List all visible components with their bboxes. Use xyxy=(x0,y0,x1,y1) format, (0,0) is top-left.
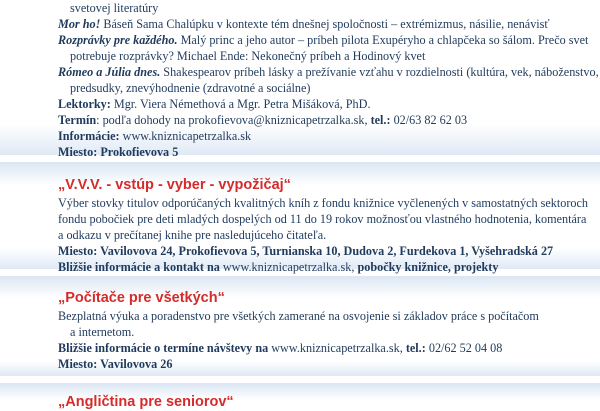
computers-program-section xyxy=(0,276,600,376)
computers-description-line-1: Bezplatná výuka a poradenstvo pre všetkých zamerané na osvojenie si základov práce s počítačom xyxy=(58,309,539,323)
computers-description-line-2: a internetom. xyxy=(70,325,135,339)
english-heading: „Angličtina pre seniorov“ xyxy=(58,394,234,410)
vvv-program-section xyxy=(0,162,600,274)
program-item-rozpravky: Rozprávky pre každého. Malý princ a jeho autor – príbeh pilota Exupéryho a chlapčeka so šálom. Prečo svet xyxy=(58,33,589,47)
lecturers-line: Lektorky: Mgr. Viera Némethová a Mgr. Petra Mišáková, PhD. xyxy=(58,97,371,111)
vvv-place-line: Miesto: Vavilovova 24, Prokofievova 5, Turnianska 10, Dudova 2, Furdekova 1, Vyšehradská 27 xyxy=(58,244,554,258)
computers-contact-line: Bližšie informácie o termíne návštevy na www.kniznicapetrzalka.sk, tel.: 02/62 52 04 08 xyxy=(58,341,503,355)
computers-place-line: Miesto: Vavilovova 26 xyxy=(58,357,173,371)
top-program-section xyxy=(0,0,600,159)
program-item-rozpravky-cont: potrebuje rozprávky? Michael Ende: Nekonečný príbeh a Hodinový kvet xyxy=(70,49,426,63)
computers-heading: „Počítače pre všetkých“ xyxy=(58,290,225,306)
term-line: Termín: podľa dohody na prokofievova@kniznicapetrzalka.sk, tel.: 02/63 82 62 03 xyxy=(58,113,468,127)
vvv-description-line-3: a odkazu v prečítanej knihe pre nasledujúceho čitateľa. xyxy=(58,228,327,242)
vvv-description-line-2: fondu pobočiek pre deti mladých dospelých od 11 do 19 rokov možnosťou vlastného hodnotenia, komentára xyxy=(58,212,587,226)
vvv-heading: „V.V.V. - vstúp - vyber - vypožičaj“ xyxy=(58,177,291,193)
program-item-romeo: Rómeo a Júlia dnes. Shakespearov príbeh lásky a prežívanie vzťahu v rozdielnosti (kultúra, vek, náboženstvo, xyxy=(58,65,599,79)
place-line: Miesto: Prokofievova 5 xyxy=(58,145,179,159)
program-item-romeo-cont: predsudky, znevýhodnenie (zdravotné a sociálne) xyxy=(70,81,311,95)
info-line: Informácie: www.kniznicapetrzalka.sk xyxy=(58,129,252,143)
program-item-mor-ho: Mor ho! Báseň Sama Chalúpku v kontexte tém dnešnej spoločnosti – extrémizmus, násilie, nenávisť xyxy=(58,17,550,31)
literature-line: svetovej literatúry xyxy=(70,1,159,15)
vvv-contact-line: Bližšie informácie a kontakt na www.kniznicapetrzalka.sk, pobočky knižnice, projekty xyxy=(58,260,499,274)
english-program-section xyxy=(0,383,600,410)
vvv-description-line-1: Výber stovky titulov odporúčaných kvalitných kníh z fondu knižnice vyčlenených v samostatných sektoroch xyxy=(58,196,589,210)
